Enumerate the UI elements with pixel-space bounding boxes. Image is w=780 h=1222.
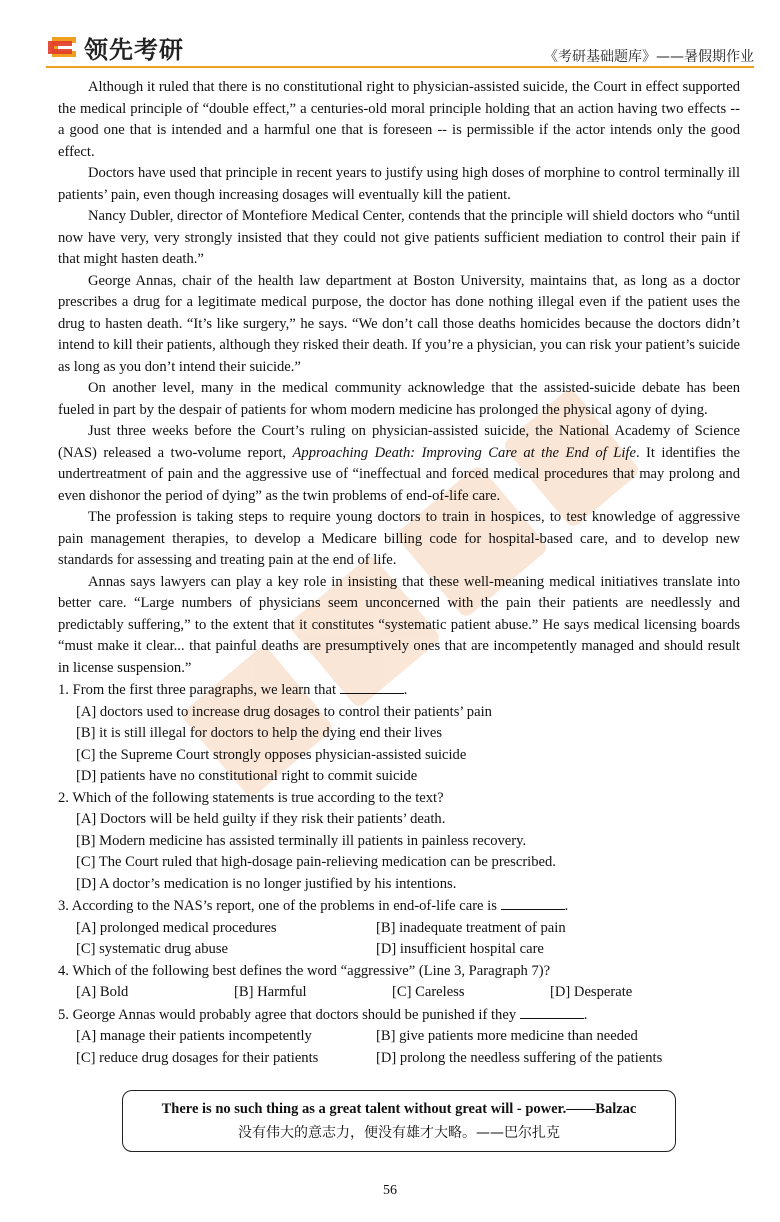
question-5-option-d: [D] prolong the needless suffering of the patients [376,1049,663,1066]
passage-paragraph-8: Annas says lawyers can play a key role in insisting that these well-meaning medical initiatives translate into better care. “Large numbers of physicians seem unconcerned with the pain their patients are needlessly and predictably suffering,” to the extent that it constitutes “systematic patient abuse.” He says medical licensing boards “must make it clear... that painful deaths are presumptively ones that are incompetently managed and should result in license suspension.” [58,573,740,676]
question-3-options-row-2 [58,939,740,961]
question-3 [58,895,740,918]
brand-logo-icon [46,32,80,62]
report-title: Approaching Death: Improving Care at the End of Life [292,444,636,461]
question-2-option-c: [C] The Court ruled that high-dosage pain-relieving medication can be prescribed. [76,854,556,870]
question-4-option-d: [D] Desperate [550,984,633,1000]
question-5-option-a: [A] manage their patients incompetently [76,1028,312,1044]
answer-blank [501,895,565,910]
question-4-option-b: [B] Harmful [234,984,307,1000]
page-header [46,30,754,66]
question-3-options-row-1 [58,918,740,940]
question-3-option-d: [D] insufficient hospital care [376,941,544,957]
quote-box [122,1090,676,1152]
quote-chinese: 没有伟大的意志力，便没有雄才大略。——巴尔扎克 [238,1125,560,1141]
passage-paragraph-1: Although it ruled that there is no constitutional right to physician-assisted suicide, the Court in effect supported the medical principle of “double effect,” a centuries-old moral principle holding that an action having two effects -- a good one that is intended and a harmful one that is foreseen -- is permissible if the actor intends only the good effect. [58,79,740,160]
passage-paragraph-4: George Annas, chair of the health law department at Boston University, maintains that, as long as a doctor prescribes a drug for a legitimate medical purpose, the doctor has done nothing illegal even if the patient uses the drug to hasten death. “It’s like surgery,” he says. “We don’t call those deaths homicides because the doctors didn’t intend to kill their patients, although they risked their death. If you’re a physician, you can risk your patient’s suicide as long as you don’t intend their suicide.” [58,272,740,375]
question-4-options [58,982,740,1004]
answer-blank [340,679,404,694]
quote-english: There is no such thing as a great talent without great will - power.——Balzac [161,1101,637,1117]
question-4-option-c: [C] Careless [392,984,465,1000]
question-3-option-c: [C] systematic drug abuse [76,941,228,957]
question-5 [58,1004,740,1027]
question-4-option-a: [A] Bold [76,984,129,1000]
question-5-options-row-1 [58,1026,740,1048]
passage-paragraph-2: Doctors have used that principle in recent years to justify using high doses of morphine to control terminally ill patients’ pain, even though increasing dosages will eventually kill the patient. [58,165,740,203]
question-1-end: . [403,682,408,698]
question-3-end: . [564,898,569,914]
page-content [58,77,740,1069]
question-1 [58,679,740,702]
question-2-option-d: [D] A doctor’s medication is no longer justified by his intentions. [76,875,457,892]
question-5-option-c: [C] reduce drug dosages for their patients [76,1049,319,1066]
header-divider [46,66,754,68]
question-5-end: . [583,1006,588,1023]
brand-logo [46,30,184,64]
question-2-option-a: [A] Doctors will be held guilty if they risk their patients’ death. [76,811,446,827]
question-1-option-d: [D] patients have no constitutional right to commit suicide [76,768,418,784]
question-3-option-a: [A] prolonged medical procedures [76,919,277,936]
paragraph-6-text-a: Just three weeks before the Court’s ruling on physician-assisted suicide, the National Academy of Science (NAS) released a two-volume report, [58,423,740,461]
book-title: 《考研基础题库》——暑假期作业 [544,49,754,65]
question-5-options-row-2 [58,1048,740,1070]
question-2-stem: 2. Which of the following statements is true according to the text? [58,789,444,806]
question-4-stem: 4. Which of the following best defines the word “aggressive” (Line 3, Paragraph 7)? [58,962,551,979]
question-5-option-b: [B] give patients more medicine than needed [376,1028,638,1044]
question-2-option-b: [B] Modern medicine has assisted terminally ill patients in painless recovery. [76,832,527,849]
answer-blank [520,1004,584,1019]
question-3-option-b: [B] inadequate treatment of pain [376,919,566,936]
brand-name: 领先考研 [84,35,184,64]
question-5-stem: 5. George Annas would probably agree that doctors should be punished if they [58,1006,517,1023]
question-1-option-c: [C] the Supreme Court strongly opposes physician-assisted suicide [76,746,467,763]
passage-paragraph-5: On another level, many in the medical community acknowledge that the assisted-suicide debate has been fueled in part by the despair of patients for whom modern medicine has prolonged the physical agony of dying. [58,380,740,418]
question-3-stem: 3. According to the NAS’s report, one of the problems in end-of-life care is [58,898,497,914]
passage-paragraph-3: Nancy Dubler, director of Montefiore Medical Center, contends that the principle will shield doctors who “until now have very, very strongly insisted that they could not give patients sufficient mediation to control their pain if that might hasten death.” [58,208,740,267]
passage-paragraph-7: The profession is taking steps to require young doctors to train in hospices, to test knowledge of aggressive pain management therapies, to develop a Medicare billing code for hospital-based care, and to develop new standards for assessing and treating pain at the end of life. [58,509,740,568]
page-number: 56 [383,1183,397,1198]
question-1-option-a: [A] doctors used to increase drug dosages to control their patients’ pain [76,703,492,720]
passage-paragraph-6 [58,421,740,507]
question-1-option-b: [B] it is still illegal for doctors to help the dying end their lives [76,725,442,741]
question-1-stem: 1. From the first three paragraphs, we learn that [58,682,336,698]
paragraph-6-text-b: . It identifies the undertreatment of pain and the aggressive use of “ineffectual and forced medical procedures that may prolong and even dishonor the period of dying” as the twin problems of end-of-life care. [58,444,740,504]
